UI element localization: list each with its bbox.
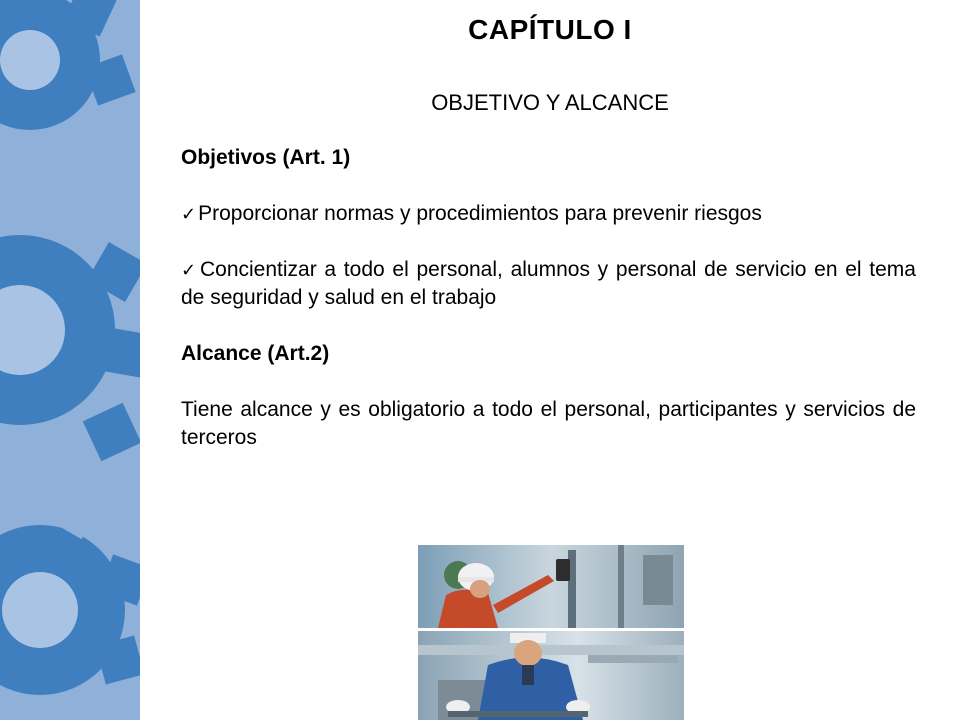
objective-item-1 — [181, 200, 916, 228]
scope-heading: Alcance (Art.2) — [181, 342, 330, 365]
objective-item-1-text: Proporcionar normas y procedimientos para prevenir riesgos — [198, 202, 762, 225]
decorative-gear-band — [0, 0, 140, 720]
objective-item-2 — [181, 256, 916, 312]
gear-pattern-icon — [0, 0, 140, 720]
checkmark-icon: ✓ — [181, 260, 198, 280]
industrial-workers-image-icon — [418, 545, 684, 720]
content-body — [181, 144, 916, 452]
workers-photo — [418, 545, 684, 720]
objective-item-2-text: Concientizar a todo el personal, alumnos y personal de servicio en el tema de seguridad y salud en el trabajo — [181, 258, 916, 309]
page-title: CAPÍTULO I — [468, 14, 632, 45]
checkmark-icon: ✓ — [181, 204, 197, 224]
page-subtitle: OBJETIVO Y ALCANCE — [431, 90, 669, 115]
objectives-heading: Objetivos (Art. 1) — [181, 146, 351, 169]
scope-text: Tiene alcance y es obligatorio a todo el personal, participantes y servicios de terceros — [181, 398, 916, 449]
